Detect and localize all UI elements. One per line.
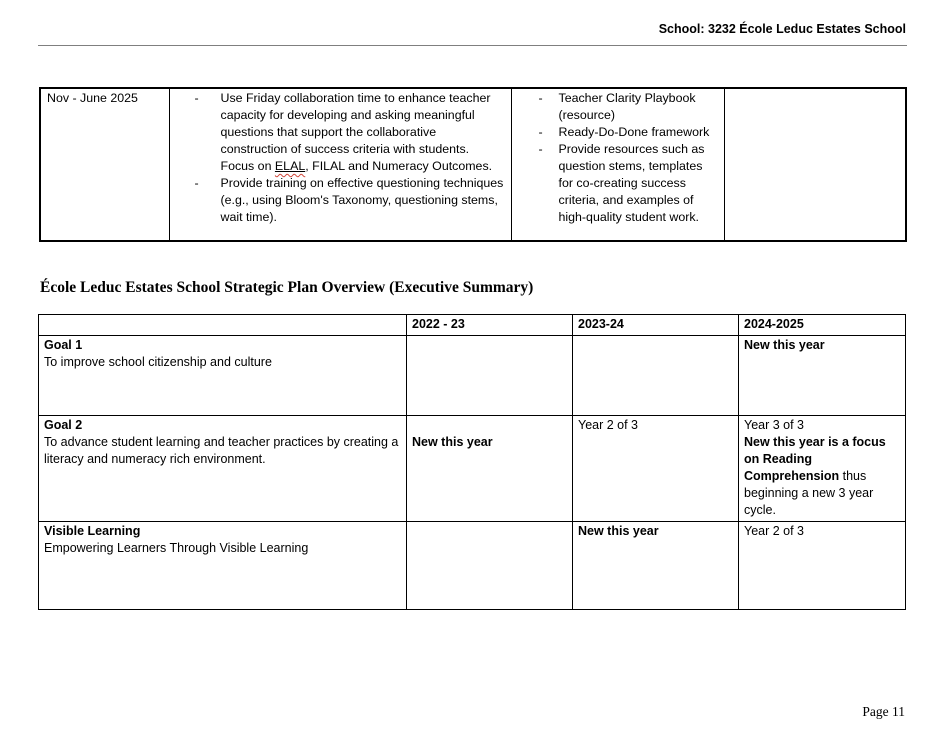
table-row	[40, 88, 906, 241]
year-status-note	[744, 434, 900, 519]
action-plan-table	[39, 87, 907, 242]
strategic-plan-overview-table	[38, 314, 906, 610]
goal-cell	[39, 522, 407, 610]
strategy-bullet	[176, 175, 505, 226]
year-status-text: New this year	[412, 435, 493, 449]
resource-bullet	[518, 124, 718, 141]
timeline-cell	[40, 88, 169, 241]
goal-cell	[39, 336, 407, 416]
year-status-cell	[407, 416, 573, 522]
table-row-visible-learning	[39, 522, 906, 610]
column-header-2023-24: 2023-24	[573, 315, 739, 336]
goal-cell	[39, 416, 407, 522]
year-status-note-rest: thus beginning a new 3 year cycle.	[744, 469, 874, 517]
resource-text: Teacher Clarity Playbook (resource)	[558, 91, 696, 122]
notes-cell	[724, 88, 906, 241]
strategy-text: Provide training on effective questioning techniques (e.g., using Bloom's Taxonomy, questioning stems, wait time).	[220, 176, 504, 224]
table-header-row	[39, 315, 906, 336]
resource-text: Provide resources such as question stems, templates for co-creating success criteria, and examples of high-quality student work.	[558, 142, 705, 224]
year-status-cell: Year 2 of 3	[573, 416, 739, 522]
year-status-cell: New this year	[739, 336, 906, 416]
goal-title: Goal 2	[44, 418, 83, 432]
year-status-note-bold: New this year is a focus on Reading Comprehension	[744, 435, 886, 483]
year-status-cell	[407, 522, 573, 610]
goal-description: Empowering Learners Through Visible Learning	[44, 541, 309, 555]
year-status-cell	[573, 336, 739, 416]
column-header-2022-23: 2022 - 23	[407, 315, 573, 336]
column-header-blank	[39, 315, 407, 336]
resource-text: Ready-Do-Done framework	[558, 125, 710, 139]
strategy-text: , FILAL and Numeracy Outcomes.	[305, 159, 493, 173]
column-header-2024-2025: 2024-2025	[739, 315, 906, 336]
strategy-text: Use Friday collaboration time to enhance teacher capacity for developing and asking meaningful questions that support the collaborative construction of success criteria with students. Focus on	[220, 91, 491, 173]
timeline-label: Nov - June 2025	[47, 91, 138, 105]
strategy-bullet	[176, 90, 505, 175]
year-status-cell	[407, 336, 573, 416]
strategies-cell	[169, 88, 511, 241]
year-status-cell	[739, 416, 906, 522]
page-number: Page 11	[862, 704, 905, 719]
goal-title: Visible Learning	[44, 524, 141, 538]
resources-cell	[511, 88, 724, 241]
year-status-cell: Year 2 of 3	[739, 522, 906, 610]
goal-title: Goal 1	[44, 338, 83, 352]
resource-bullet	[518, 90, 718, 124]
year-status-cell: New this year	[573, 522, 739, 610]
goal-description: To improve school citizenship and culture	[44, 355, 272, 369]
spellchecked-word: ELAL	[274, 159, 306, 173]
spellchecked-word-wrap	[275, 159, 305, 173]
strategic-plan-heading: École Leduc Estates School Strategic Plan Overview (Executive Summary)	[40, 279, 534, 296]
header-divider	[38, 45, 907, 46]
goal-description: To advance student learning and teacher practices by creating a literacy and numeracy rich environment.	[44, 435, 399, 466]
year-status-line: Year 3 of 3	[744, 418, 805, 432]
header-school-label: School: 3232 École Leduc Estates School	[658, 22, 906, 36]
table-row-goal-2	[39, 416, 906, 522]
resource-bullet	[518, 141, 718, 226]
table-row-goal-1	[39, 336, 906, 416]
